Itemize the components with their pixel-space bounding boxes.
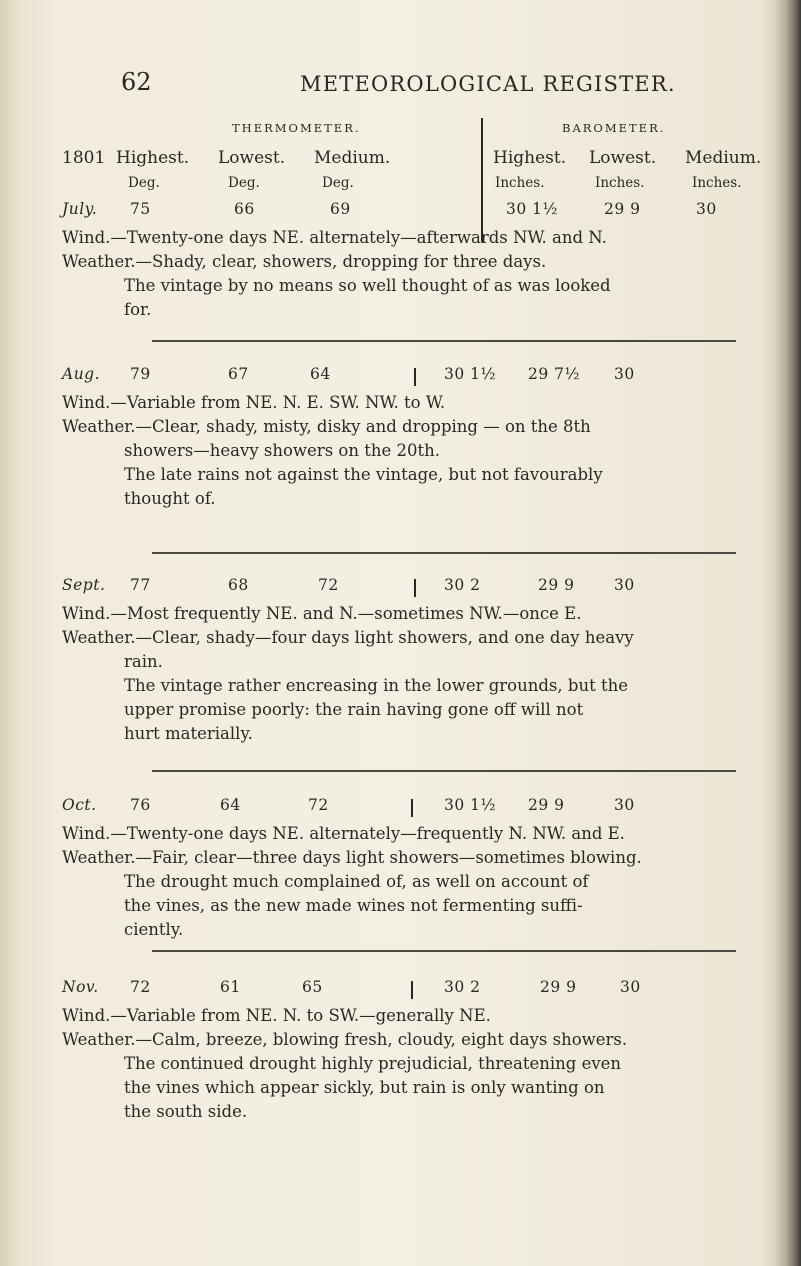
remark-line: The drought much complained of, as well on account of [124, 872, 589, 891]
remark-line: The vintage rather encreasing in the lower grounds, but the [124, 676, 628, 695]
section-divider [152, 950, 736, 952]
wind-line: Wind.—Most frequently NE. and N.—sometimes NW.—once E. [62, 604, 582, 623]
remark-line: thought of. [124, 489, 216, 508]
therm-col-medium: Medium. [314, 148, 391, 168]
remark-line: the vines, as the new made wines not fermenting suffi- [124, 896, 583, 915]
baro-unit-lowest: Inches. [595, 175, 645, 191]
weather-line: Weather.—Calm, breeze, blowing fresh, cloudy, eight days showers. [62, 1030, 628, 1049]
baro-highest: 30 1½ [444, 796, 497, 814]
weather-line: Weather.—Clear, shady—four days light showers, and one day heavy [62, 628, 634, 647]
baro-col-lowest: Lowest. [589, 148, 657, 168]
therm-unit-highest: Deg. [128, 175, 160, 191]
therm-lowest: 64 [220, 796, 241, 814]
wind-line: Wind.—Variable from NE. N. to SW.—generally NE. [62, 1006, 491, 1025]
therm-col-lowest: Lowest. [218, 148, 286, 168]
therm-lowest: 61 [220, 978, 241, 996]
baro-lowest: 29 9 [540, 978, 577, 996]
section-divider [152, 340, 736, 342]
baro-highest: 30 2 [444, 978, 481, 996]
therm-medium: 72 [318, 576, 339, 594]
remark-line: The continued drought highly prejudicial, threatening even [124, 1054, 622, 1073]
weather-line: Weather.—Clear, shady, misty, disky and dropping — on the 8th [62, 417, 591, 436]
baro-medium: 30 [614, 576, 635, 594]
weather-line: rain. [124, 652, 163, 671]
baro-highest: 30 1½ [444, 365, 497, 383]
baro-highest: 30 1½ [506, 200, 559, 218]
baro-medium: 30 [696, 200, 717, 218]
weather-line: Weather.—Fair, clear—three days light showers—sometimes blowing. [62, 848, 642, 867]
wind-line: Wind.—Variable from NE. N. E. SW. NW. to W. [62, 393, 446, 412]
therm-lowest: 67 [228, 365, 249, 383]
baro-medium: 30 [620, 978, 641, 996]
month-notes [62, 602, 762, 746]
baro-lowest: 29 9 [538, 576, 575, 594]
thermometer-heading: THERMOMETER. [232, 121, 361, 135]
running-head: METEOROLOGICAL REGISTER. [300, 72, 676, 96]
wind-line: Wind.—Twenty-one days NE. alternately—frequently N. NW. and E. [62, 824, 625, 843]
section-divider [152, 552, 736, 554]
month-notes [62, 822, 762, 942]
remark-line: for. [124, 300, 152, 319]
remark-line: The late rains not against the vintage, but not favourably [124, 465, 603, 484]
remark-line: upper promise poorly: the rain having gone off will not [124, 700, 584, 719]
wind-line: Wind.—Twenty-one days NE. alternately—afterwards NW. and N. [62, 228, 607, 247]
therm-highest: 77 [130, 576, 151, 594]
remark-line: The vintage by no means so well thought of as was looked [124, 276, 611, 295]
month-notes [62, 1004, 762, 1124]
therm-highest: 72 [130, 978, 151, 996]
barometer-heading: BAROMETER. [562, 121, 666, 135]
weather-line: Weather.—Shady, clear, showers, dropping for three days. [62, 252, 547, 271]
column-separator [414, 579, 416, 597]
page-edge-shadow [775, 0, 801, 1266]
therm-medium: 72 [308, 796, 329, 814]
baro-medium: 30 [614, 365, 635, 383]
section-divider [152, 770, 736, 772]
therm-medium: 65 [302, 978, 323, 996]
month-label: Aug. [62, 365, 101, 383]
month-label: Nov. [62, 978, 99, 996]
column-separator [414, 368, 416, 386]
page-gutter-shadow [0, 0, 34, 1266]
remark-line: ciently. [124, 920, 184, 939]
therm-col-highest: Highest. [116, 148, 190, 168]
therm-lowest: 66 [234, 200, 255, 218]
therm-unit-medium: Deg. [322, 175, 354, 191]
therm-highest: 75 [130, 200, 151, 218]
baro-lowest: 29 9 [604, 200, 641, 218]
therm-unit-lowest: Deg. [228, 175, 260, 191]
year-label: 1801 [62, 148, 106, 168]
baro-col-highest: Highest. [493, 148, 567, 168]
column-separator [411, 799, 413, 817]
page-number: 62 [121, 68, 152, 96]
remark-line: the south side. [124, 1102, 248, 1121]
remark-line: hurt materially. [124, 724, 253, 743]
baro-lowest: 29 9 [528, 796, 565, 814]
month-label: Oct. [62, 796, 97, 814]
baro-lowest: 29 7½ [528, 365, 581, 383]
therm-lowest: 68 [228, 576, 249, 594]
month-label: July. [62, 200, 98, 218]
baro-highest: 30 2 [444, 576, 481, 594]
month-notes [62, 226, 762, 322]
baro-unit-highest: Inches. [495, 175, 545, 191]
therm-highest: 76 [130, 796, 151, 814]
month-notes [62, 391, 762, 511]
therm-medium: 69 [330, 200, 351, 218]
baro-medium: 30 [614, 796, 635, 814]
baro-col-medium: Medium. [685, 148, 762, 168]
month-label: Sept. [62, 576, 106, 594]
column-separator [481, 118, 483, 242]
weather-line: showers—heavy showers on the 20th. [124, 441, 440, 460]
column-separator [411, 981, 413, 999]
baro-unit-medium: Inches. [692, 175, 742, 191]
remark-line: the vines which appear sickly, but rain is only wanting on [124, 1078, 605, 1097]
therm-highest: 79 [130, 365, 151, 383]
therm-medium: 64 [310, 365, 331, 383]
